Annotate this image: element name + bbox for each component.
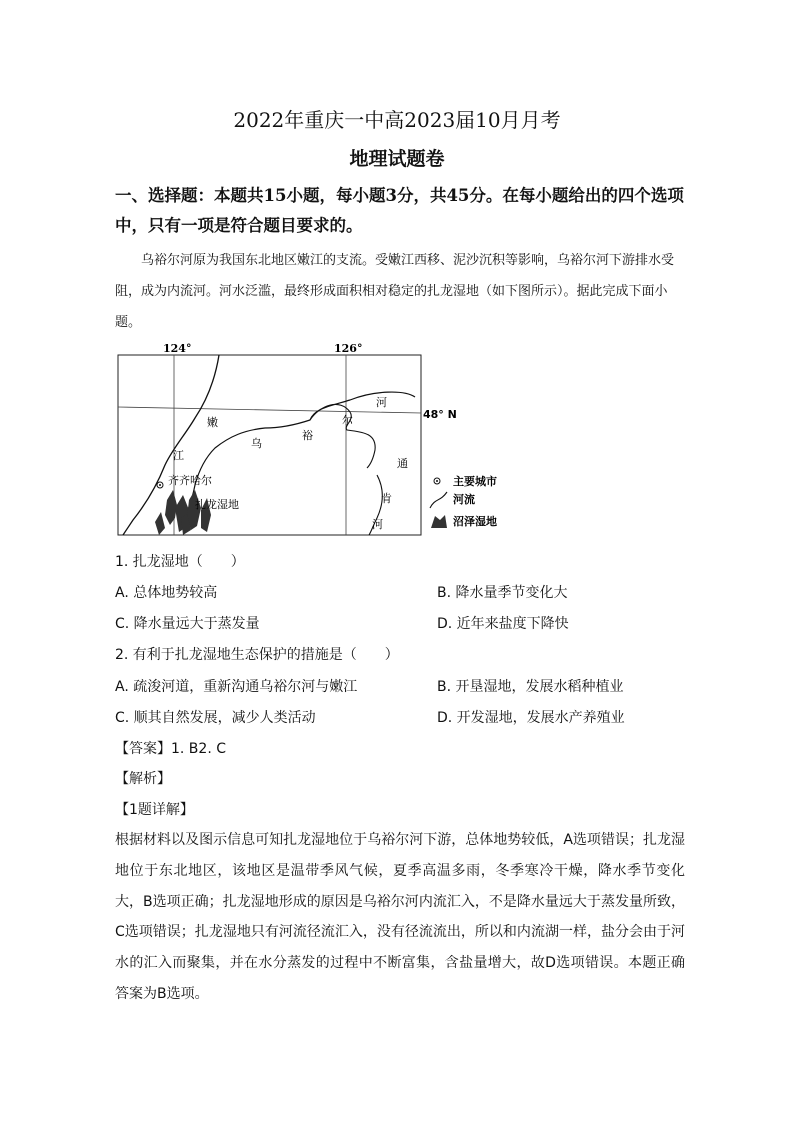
question-1-option-c: C. 降水量远大于蒸发量 xyxy=(115,616,260,632)
wetland-patches xyxy=(155,490,211,535)
label-qiqihar: 齐齐哈尔 xyxy=(168,474,212,487)
label-yu: 裕 xyxy=(302,429,313,442)
city-symbol-dot xyxy=(159,484,161,486)
subject-title: 地理试题卷 xyxy=(349,148,445,170)
lat-label-48: 48° N xyxy=(423,408,457,421)
question-1-option-a: A. 总体地势较高 xyxy=(115,585,218,601)
detail-label: 【1题详解】 xyxy=(115,802,194,818)
legend-river: 河流 xyxy=(453,493,475,506)
zhalong-wetland-map xyxy=(115,340,515,544)
analysis-label: 【解析】 xyxy=(115,771,171,787)
question-2-stem: 2. 有利于扎龙湿地生态保护的措施是（ ） xyxy=(115,647,399,663)
question-1-stem: 1. 扎龙湿地（ ） xyxy=(115,554,245,570)
legend-wetland-icon xyxy=(431,515,447,528)
question-2-option-a: A. 疏浚河道，重新沟通乌裕尔河与嫩江 xyxy=(115,679,358,695)
label-er: 尔 xyxy=(342,414,353,427)
label-he1: 河 xyxy=(376,396,387,409)
legend-river-icon xyxy=(430,492,447,508)
question-2-option-c: C. 顺其自然发展，减少人类活动 xyxy=(115,710,316,726)
answer-line: 【答案】1. B2. C xyxy=(115,741,226,757)
lon-label-126: 126° xyxy=(334,342,363,355)
question-2-option-d: D. 开发湿地，发展水产养殖业 xyxy=(437,710,625,726)
detail-text: 根据材料以及图示信息可知扎龙湿地位于乌裕尔河下游，总体地势较低，A选项错误；扎龙湿地位于东北地区，该地区是温带季风气候，夏季高温多雨，冬季寒冷干燥，降水季节变化大，B选项正确；扎龙湿地形成的原因是乌裕尔河内流汇入，不是降水量远大于蒸发量所致，C选项错误；扎龙湿地只有河流径流汇入，没有径流流出，所以和内流湖一样，盐分会由于河水的汇入而聚集，并在水分蒸发的过程中不断富集，含盐量增大，故D选项错误。本题正确答案为B选项。 xyxy=(115,832,685,1002)
label-ken: 肯 xyxy=(381,492,392,505)
label-nen: 嫩 xyxy=(207,416,218,429)
label-tong: 通 xyxy=(397,457,408,470)
question-1-option-b: B. 降水量季节变化大 xyxy=(437,585,568,601)
label-zhalong: 扎龙湿地 xyxy=(195,498,239,511)
legend-city-icon-dot xyxy=(436,480,438,482)
wetland-patch xyxy=(165,490,177,525)
lon-label-124: 124° xyxy=(163,342,192,355)
exam-title: 2022年重庆一中高2023届10月月考 xyxy=(233,108,561,132)
label-he2: 河 xyxy=(372,518,383,531)
map-legend xyxy=(430,474,497,528)
label-wu: 乌 xyxy=(251,437,262,450)
legend-wetland: 沼泽湿地 xyxy=(453,515,497,528)
question-2-option-b: B. 开垦湿地，发展水稻种植业 xyxy=(437,679,624,695)
label-jiang: 江 xyxy=(173,449,184,462)
material-text: 乌裕尔河原为我国东北地区嫩江的支流。受嫩江西移、泥沙沉积等影响，乌裕尔河下游排水受阻，成为内流河。河水泛滥，最终形成面积相对稳定的扎龙湿地（如下图所示）。据此完成下面小题。 xyxy=(115,253,675,330)
section-heading: 一、选择题：本题共15小题，每小题3分，共45分。在每小题给出的四个选项中，只有一项是符合题目要求的。 xyxy=(115,186,684,235)
wetland-patch xyxy=(155,512,165,535)
question-1-option-d: D. 近年来盐度下降快 xyxy=(437,616,569,632)
legend-city: 主要城市 xyxy=(453,475,497,488)
